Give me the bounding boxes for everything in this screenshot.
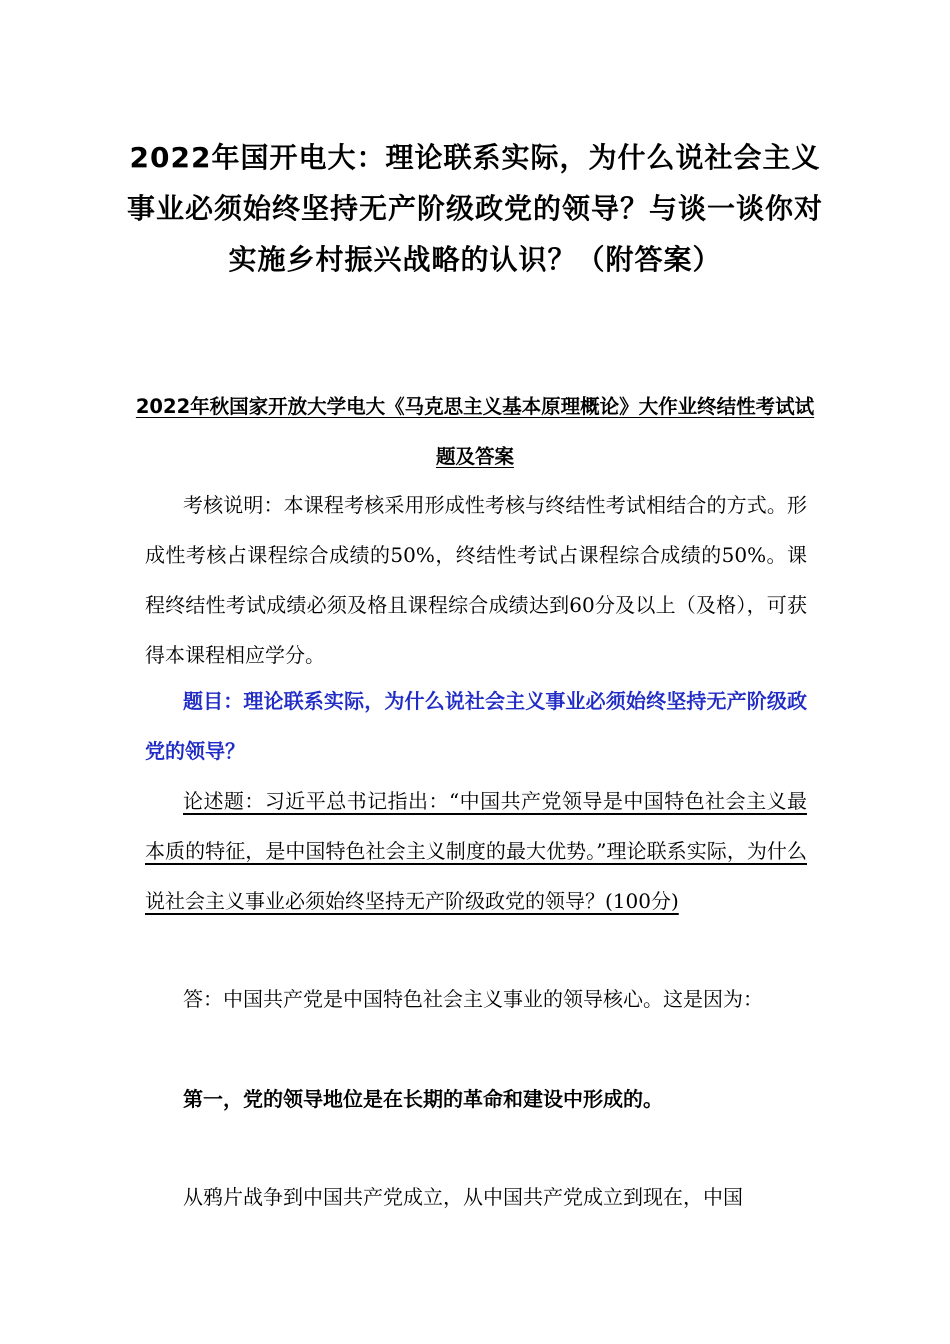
assessment-note: 考核说明：本课程考核采用形成性考核与终结性考试相结合的方式。形成性考核占课程综合成绩的50%，终结性考试占课程综合成绩的50%。课程终结性考试成绩必须及格且课程综合成绩达到60分及以上（及格），可获得本课程相应学分。 xyxy=(145,493,807,667)
essay-prompt: 论述题：习近平总书记指出：“中国共产党领导是中国特色社会主义最本质的特征，是中国特色社会主义制度的最大优势。”理论联系实际，为什么说社会主义事业必须始终坚持无产阶级政党的领导？(100分) xyxy=(145,789,807,913)
paragraph-one: 从鸦片战争到中国共产党成立，从中国共产党成立到现在，中国 xyxy=(183,1185,743,1209)
document-title: 2022年国开电大：理论联系实际，为什么说社会主义事业必须始终坚持无产阶级政党的领导？与谈一谈你对实施乡村振兴战略的认识？（附答案） xyxy=(126,141,823,276)
question-heading: 题目：理论联系实际，为什么说社会主义事业必须始终坚持无产阶级政党的领导？ xyxy=(145,689,807,763)
point-one-heading: 第一，党的领导地位是在长期的革命和建设中形成的。 xyxy=(183,1087,663,1111)
document-subtitle: 2022年秋国家开放大学电大《马克思主义基本原理概论》大作业终结性考试试题及答案 xyxy=(135,395,815,468)
answer-intro: 答：中国共产党是中国特色社会主义事业的领导核心。这是因为： xyxy=(183,987,763,1011)
